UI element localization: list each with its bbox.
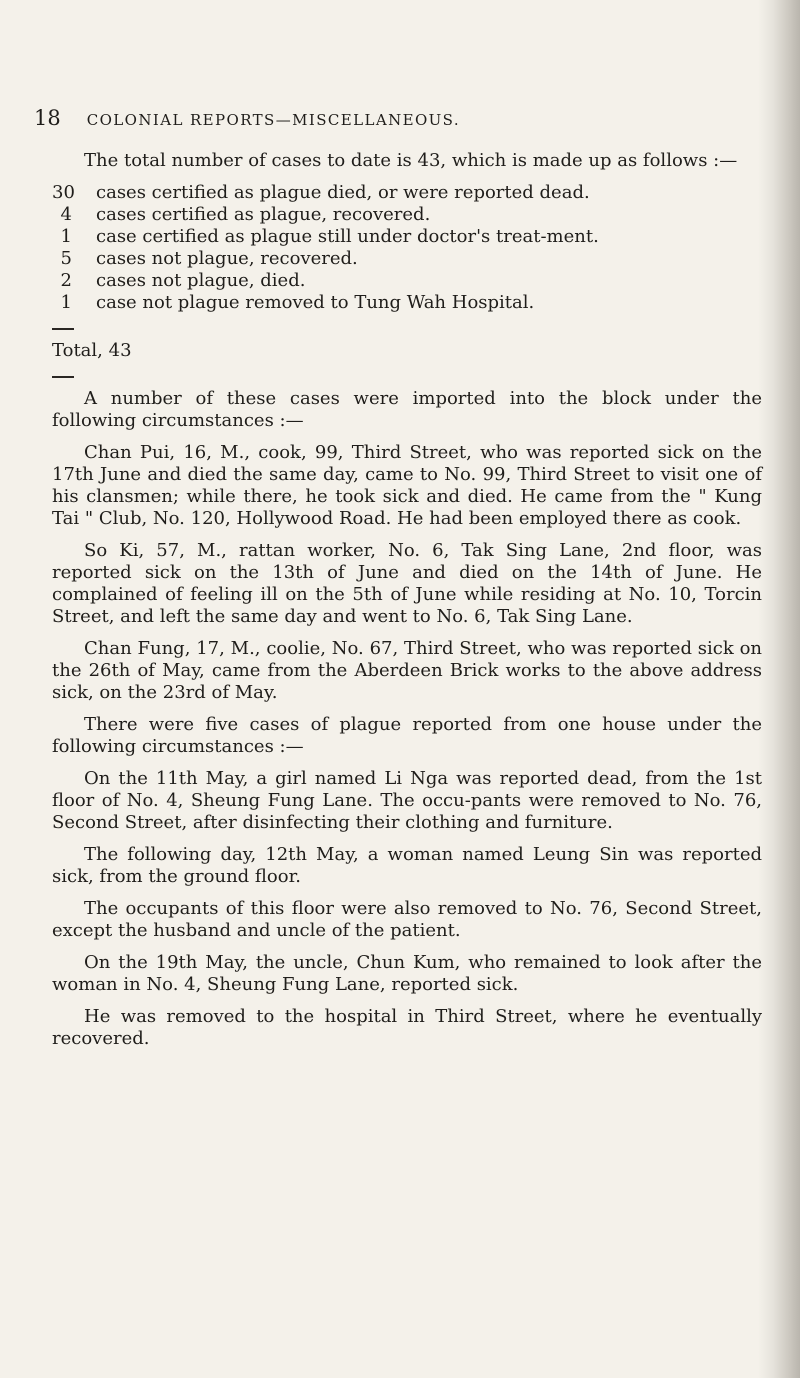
intro-paragraph: The total number of cases to date is 43, which is made up as follows :—: [84, 150, 738, 171]
case-description: case not plague removed to Tung Wah Hospital.: [96, 292, 535, 313]
paragraph: Chan Pui, 16, M., cook, 99, Third Street, who was reported sick on the 17th June and died the same day, came to No. 99, Third Street to visit one of his clansmen; while there, he took sick and died. He came from the " Kung Tai " Club, No. 120, Hollywood Road. He had been employed there as cook.: [52, 442, 762, 529]
case-count: 4: [60, 204, 72, 225]
case-count: 1: [60, 226, 72, 247]
case-count: 1: [60, 292, 72, 313]
paragraph: The occupants of this floor were also removed to No. 76, Second Street, except the husband and uncle of the patient.: [52, 898, 762, 941]
paragraph: On the 19th May, the uncle, Chun Kum, who remained to look after the woman in No. 4, Sheung Fung Lane, reported sick.: [52, 952, 762, 995]
paragraph: He was removed to the hospital in Third Street, where he eventually recovered.: [52, 1006, 762, 1049]
sum-rule-lower: [52, 376, 74, 378]
list-item: [52, 270, 762, 292]
list-item: [52, 226, 762, 248]
running-title: COLONIAL REPORTS—MISCELLANEOUS.: [86, 111, 460, 129]
running-header: [34, 106, 594, 130]
case-description: cases not plague, recovered.: [96, 248, 358, 269]
case-description: case certified as plague still under doctor's treat-ment.: [96, 226, 599, 247]
list-item: [52, 292, 762, 314]
body-text: [52, 150, 762, 1060]
case-breakdown-list: [52, 182, 762, 314]
case-description: cases certified as plague died, or were reported dead.: [96, 182, 590, 203]
page-number: 18: [34, 106, 61, 130]
case-description: cases certified as plague, recovered.: [96, 204, 431, 225]
case-count: 30: [52, 182, 75, 203]
list-item: [52, 248, 762, 270]
list-item: [52, 204, 762, 226]
paragraph: There were five cases of plague reported from one house under the following circumstances :—: [52, 714, 762, 757]
paragraph: Chan Fung, 17, M., coolie, No. 67, Third Street, who was reported sick on the 26th of May, came from the Aberdeen Brick works to the above address sick, on the 23rd of May.: [52, 638, 762, 703]
paragraph: A number of these cases were imported into the block under the following circumstances :—: [52, 388, 762, 431]
paragraph: The following day, 12th May, a woman named Leung Sin was reported sick, from the ground floor.: [52, 844, 762, 887]
case-description: cases not plague, died.: [96, 270, 306, 291]
list-item: [52, 182, 762, 204]
binding-shadow: [758, 0, 800, 1378]
sum-rule: [52, 328, 74, 330]
case-count: 5: [60, 248, 72, 269]
paragraph: So Ki, 57, M., rattan worker, No. 6, Tak Sing Lane, 2nd floor, was reported sick on the 13th of June and died on the 14th of June. He complained of feeling ill on the 5th of June while residing at No. 10, Torcin Street, and left the same day and went to No. 6, Tak Sing Lane.: [52, 540, 762, 627]
case-count: 2: [60, 270, 72, 291]
total-line: Total, 43: [52, 340, 132, 361]
paragraph: On the 11th May, a girl named Li Nga was reported dead, from the 1st floor of No. 4, Sheung Fung Lane. The occu-pants were removed to No. 76, Second Street, after disinfecting their clothing and furniture.: [52, 768, 762, 833]
